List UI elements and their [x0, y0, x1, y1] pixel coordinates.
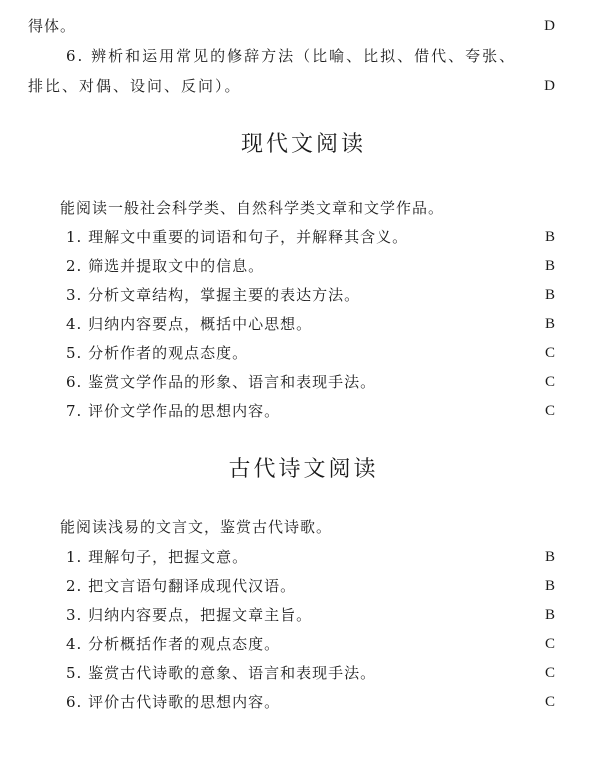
list-item: [0, 225, 607, 249]
item-text: 4. 分析概括作者的观点态度。: [66, 635, 281, 653]
continued-text: 得体。: [28, 17, 77, 35]
grade-label: B: [544, 316, 555, 332]
item-text: 排比、对偶、设问、反问）。: [28, 77, 242, 95]
item-text: 2. 把文言语句翻译成现代汉语。: [66, 577, 297, 595]
list-item: [0, 254, 607, 278]
grade-label: B: [544, 258, 555, 274]
grade-label: D: [544, 78, 555, 94]
section-intro: [0, 515, 607, 539]
grade-label: C: [544, 345, 555, 361]
grade-label: B: [544, 229, 555, 245]
list-item: [0, 341, 607, 365]
grade-label: D: [544, 18, 555, 34]
list-item: [0, 574, 607, 598]
grade-label: B: [544, 287, 555, 303]
grade-label: B: [544, 578, 555, 594]
grade-label: C: [544, 403, 555, 419]
section-heading: 现代文阅读: [240, 132, 366, 157]
item-text: 3. 分析文章结构，掌握主要的表达方法。: [66, 286, 361, 304]
list-item: [0, 312, 607, 336]
item-text: 7. 评价文学作品的思想内容。: [66, 402, 281, 420]
section-heading: 古代诗文阅读: [228, 457, 379, 482]
grade-label: C: [544, 665, 555, 681]
item-text: 6. 辨析和运用常见的修辞方法（比喻、比拟、借代、夸张、: [66, 47, 517, 65]
list-item: [0, 44, 607, 68]
item-text: 1. 理解句子，把握文意。: [66, 548, 249, 566]
list-item: [0, 370, 607, 394]
continued-line: [0, 14, 607, 38]
list-item: [0, 399, 607, 423]
list-item-continuation: [0, 74, 607, 98]
item-text: 3. 归纳内容要点，把握文章主旨。: [66, 606, 313, 624]
item-text: 6. 评价古代诗歌的思想内容。: [66, 693, 281, 711]
item-text: 5. 分析作者的观点态度。: [66, 344, 249, 362]
list-item: [0, 690, 607, 714]
list-item: [0, 545, 607, 569]
list-item: [0, 283, 607, 307]
item-text: 5. 鉴赏古代诗歌的意象、语言和表现手法。: [66, 664, 377, 682]
grade-label: B: [544, 607, 555, 623]
list-item: [0, 603, 607, 627]
item-text: 6. 鉴赏文学作品的形象、语言和表现手法。: [66, 373, 377, 391]
intro-text: 能阅读浅易的文言文，鉴赏古代诗歌。: [60, 518, 333, 536]
item-text: 2. 筛选并提取文中的信息。: [66, 257, 265, 275]
list-item: [0, 661, 607, 685]
grade-label: C: [544, 636, 555, 652]
grade-label: B: [544, 549, 555, 565]
item-text: 4. 归纳内容要点，概括中心思想。: [66, 315, 313, 333]
item-text: 1. 理解文中重要的词语和句子，并解释其含义。: [66, 228, 409, 246]
list-item: [0, 632, 607, 656]
grade-label: C: [544, 374, 555, 390]
grade-label: C: [544, 694, 555, 710]
intro-text: 能阅读一般社会科学类、自然科学类文章和文学作品。: [60, 199, 445, 217]
section-intro: [0, 196, 607, 220]
